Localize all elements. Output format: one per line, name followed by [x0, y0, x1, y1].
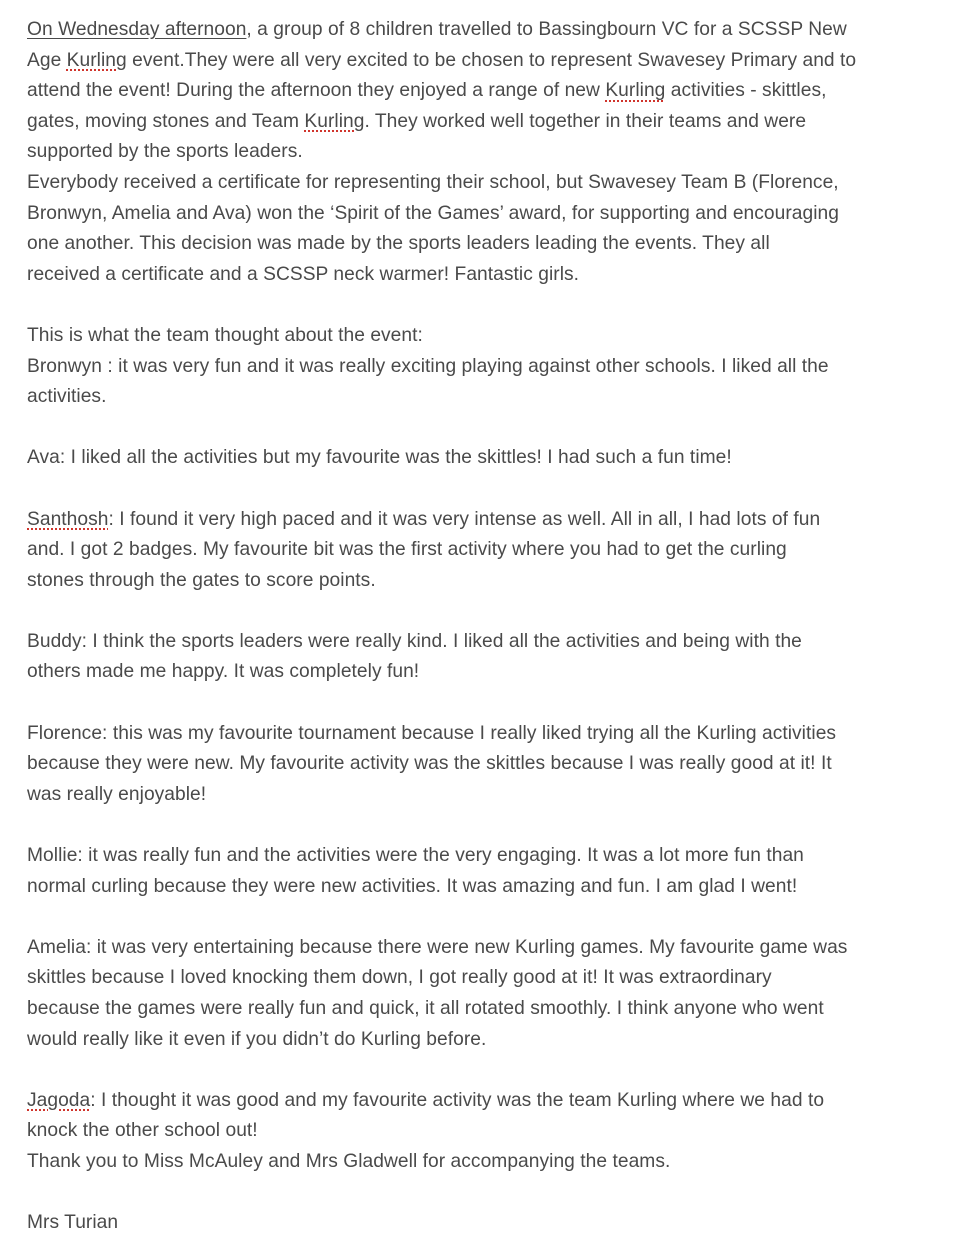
paragraph-gap	[27, 474, 967, 505]
paragraph-gap	[27, 1178, 967, 1209]
intro-line-8: one another. This decision was made by the sports leaders leading the events. They all	[27, 233, 770, 255]
bronwyn-line-2: activities.	[27, 386, 107, 408]
paragraph-gap	[27, 810, 967, 841]
amelia-line-2: skittles because I loved knocking them down, I got really good at it! It was extraordinary	[27, 967, 772, 989]
intro-line-6: Everybody received a certificate for representing their school, but Swavesey Team B (Florence,	[27, 171, 839, 193]
florence-line-3: was really enjoyable!	[27, 783, 207, 805]
paragraph-gap	[27, 1055, 967, 1086]
document-body	[27, 15, 967, 1239]
intro-line-9: received a certificate and a SCSSP neck warmer! Fantastic girls.	[27, 263, 580, 285]
signature: Mrs Turian	[27, 1212, 119, 1234]
paragraph-gap	[27, 688, 967, 719]
intro-line-5: supported by the sports leaders.	[27, 141, 303, 163]
jagoda-line-1: Jagoda: I thought it was good and my favourite activity was the team Kurling where we had to	[27, 1089, 825, 1111]
buddy-line-1: Buddy: I think the sports leaders were really kind. I liked all the activities and being with the	[27, 630, 802, 652]
spellcheck-flagged-word[interactable]: Santhosh	[27, 508, 109, 530]
mollie-line-2: normal curling because they were new activities. It was amazing and fun. I am glad I went!	[27, 875, 798, 897]
thanks-line: Thank you to Miss McAuley and Mrs Gladwell for accompanying the teams.	[27, 1150, 671, 1172]
buddy-line-2: others made me happy. It was completely fun!	[27, 661, 420, 683]
ava-line-1: Ava: I liked all the activities but my favourite was the skittles! I had such a fun time!	[27, 447, 732, 469]
florence-line-1: Florence: this was my favourite tournament because I really liked trying all the Kurling activities	[27, 722, 837, 744]
paragraph-gap	[27, 902, 967, 933]
amelia-line-4: would really like it even if you didn’t do Kurling before.	[27, 1028, 487, 1050]
bronwyn-line-1: Bronwyn : it was very fun and it was really exciting playing against other schools. I liked all the	[27, 355, 829, 377]
spellcheck-flagged-word[interactable]: Kurling	[304, 110, 365, 132]
intro-line-7: Bronwyn, Amelia and Ava) won the ‘Spirit of the Games’ award, for supporting and encouraging	[27, 202, 839, 224]
paragraph-gap	[27, 596, 967, 627]
spellcheck-flagged-word[interactable]: Kurling	[605, 80, 666, 102]
paragraph-gap	[27, 413, 967, 444]
jagoda-line-2: knock the other school out!	[27, 1120, 258, 1142]
santhosh-line-2: and. I got 2 badges. My favourite bit was the first activity where you had to get the curling	[27, 539, 787, 561]
amelia-line-3: because the games were really fun and quick, it all rotated smoothly. I think anyone who went	[27, 998, 824, 1019]
underlined-text: On Wednesday afternoon	[27, 19, 247, 40]
santhosh-line-1: Santhosh: I found it very high paced and it was very intense as well. All in all, I had lots of fun	[27, 508, 821, 530]
intro-line-3: attend the event! During the afternoon they enjoyed a range of new Kurling activities - skittles,	[27, 80, 827, 102]
santhosh-line-3: stones through the gates to score points.	[27, 569, 376, 591]
spellcheck-flagged-word[interactable]: Jagoda	[27, 1089, 91, 1111]
intro-line-4: gates, moving stones and Team Kurling. They worked well together in their teams and were	[27, 110, 807, 132]
paragraph-gap	[27, 290, 967, 321]
spellcheck-flagged-word[interactable]: Kurling	[66, 49, 127, 71]
intro-line-1: On Wednesday afternoon, a group of 8 children travelled to Bassingbourn VC for a SCSSP New	[27, 19, 847, 40]
mollie-line-1: Mollie: it was really fun and the activities were the very engaging. It was a lot more fun than	[27, 845, 804, 867]
team-heading: This is what the team thought about the event:	[27, 324, 423, 346]
intro-line-2: Age Kurling event.They were all very excited to be chosen to represent Swavesey Primary and to	[27, 49, 857, 71]
amelia-line-1: Amelia: it was very entertaining because there were new Kurling games. My favourite game was	[27, 936, 848, 958]
florence-line-2: because they were new. My favourite activity was the skittles because I was really good at it! It	[27, 753, 832, 775]
